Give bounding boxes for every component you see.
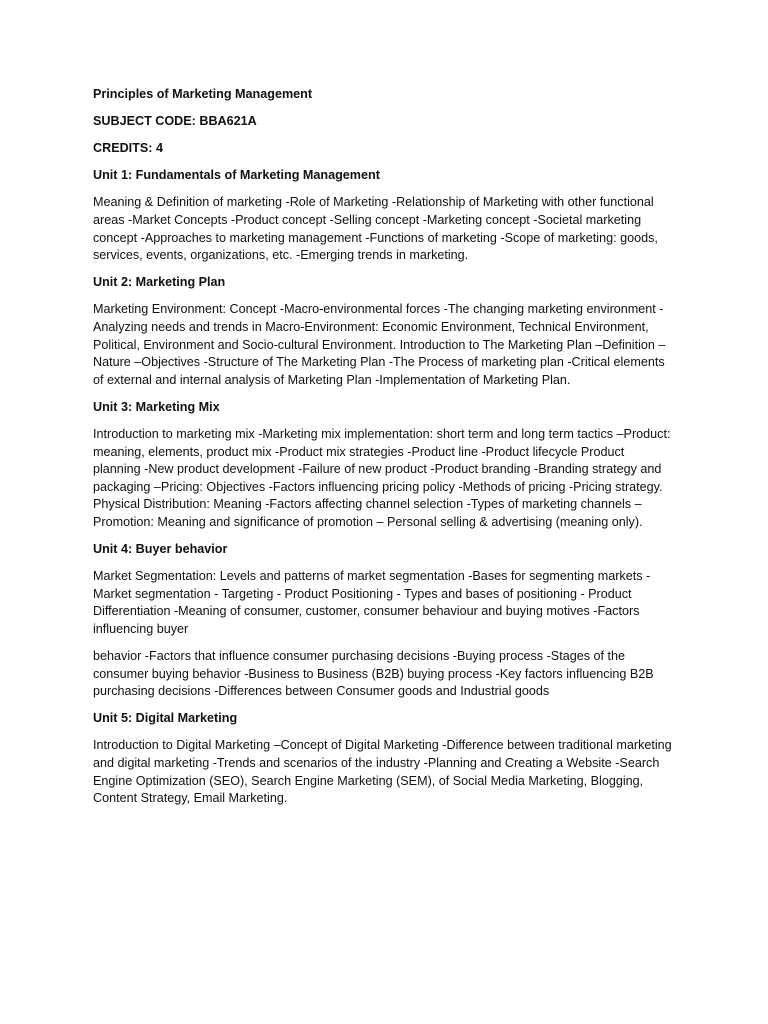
unit-2-heading: Unit 2: Marketing Plan (93, 275, 226, 290)
unit-2-paragraph: Marketing Environment: Concept -Macro-environmental forces -The changing marketing environment -Analyzing needs and trends in Macro-Environment: Economic Environment, Technical Environment, Political, Environment and Socio-cultural Environment. Introduction to The Marketing Plan –Definition –Nature –Objectives -Structure of The Marketing Plan -The Process of marketing plan -Critical elements of external and internal analysis of Marketing Plan -Implementation of Marketing Plan. (93, 302, 666, 387)
unit-4-heading: Unit 4: Buyer behavior (93, 541, 228, 556)
unit-4-paragraph-1: Market Segmentation: Levels and patterns of market segmentation -Bases for segmenting markets -Market segmentation - Targeting - Product Positioning - Types and bases of positioning - Product Differentiation -Meaning of consumer, customer, consumer behaviour and buying motives -Factors influencing buyer (93, 569, 651, 636)
unit-3-heading: Unit 3: Marketing Mix (93, 399, 220, 414)
unit-3-paragraph: Introduction to marketing mix -Marketing mix implementation: short term and long term tactics –Product: meaning, elements, product mix -Product mix strategies -Product line -Product lifecycle Product planning -New product development -Failure of new product -Product branding -Branding strategy and packaging –Pricing: Objectives -Factors influencing pricing policy -Methods of pricing -Pricing strategy. Physical Distribution: Meaning -Factors affecting channel selection -Types of marketing channels –Promotion: Meaning and significance of promotion – Personal selling & advertising (meaning only). (93, 426, 671, 529)
document-page (93, 86, 673, 817)
unit-2-section (93, 274, 673, 389)
subject-code: SUBJECT CODE: BBA621A (93, 114, 257, 129)
unit-1-heading: Unit 1: Fundamentals of Marketing Management (93, 168, 380, 183)
unit-5-section (93, 710, 673, 807)
unit-4-paragraph-2: behavior -Factors that influence consumer purchasing decisions -Buying process -Stages of the consumer buying behavior -Business to Business (B2B) buying process -Key factors influencing B2B purchasing decisions -Differences between Consumer goods and Industrial goods (93, 648, 654, 699)
unit-5-heading: Unit 5: Digital Marketing (93, 711, 238, 726)
unit-4-section (93, 541, 673, 701)
unit-3-section (93, 399, 673, 532)
document-title: Principles of Marketing Management (93, 87, 313, 101)
unit-1-paragraph: Meaning & Definition of marketing -Role of Marketing -Relationship of Marketing with other functional areas -Market Concepts -Product concept -Selling concept -Marketing concept -Societal marketing concept -Approaches to marketing management -Functions of marketing -Scope of marketing: goods, services, events, organizations, etc. -Emerging trends in marketing. (93, 195, 658, 263)
unit-1-section (93, 167, 673, 264)
credits: CREDITS: 4 (93, 141, 163, 156)
unit-5-paragraph: Introduction to Digital Marketing –Concept of Digital Marketing -Difference between traditional marketing and digital marketing -Trends and scenarios of the industry -Planning and Creating a Website -Search Engine Optimization (SEO), Search Engine Marketing (SEM), of Social Media Marketing, Blogging, Content Strategy, Email Marketing. (93, 738, 672, 806)
